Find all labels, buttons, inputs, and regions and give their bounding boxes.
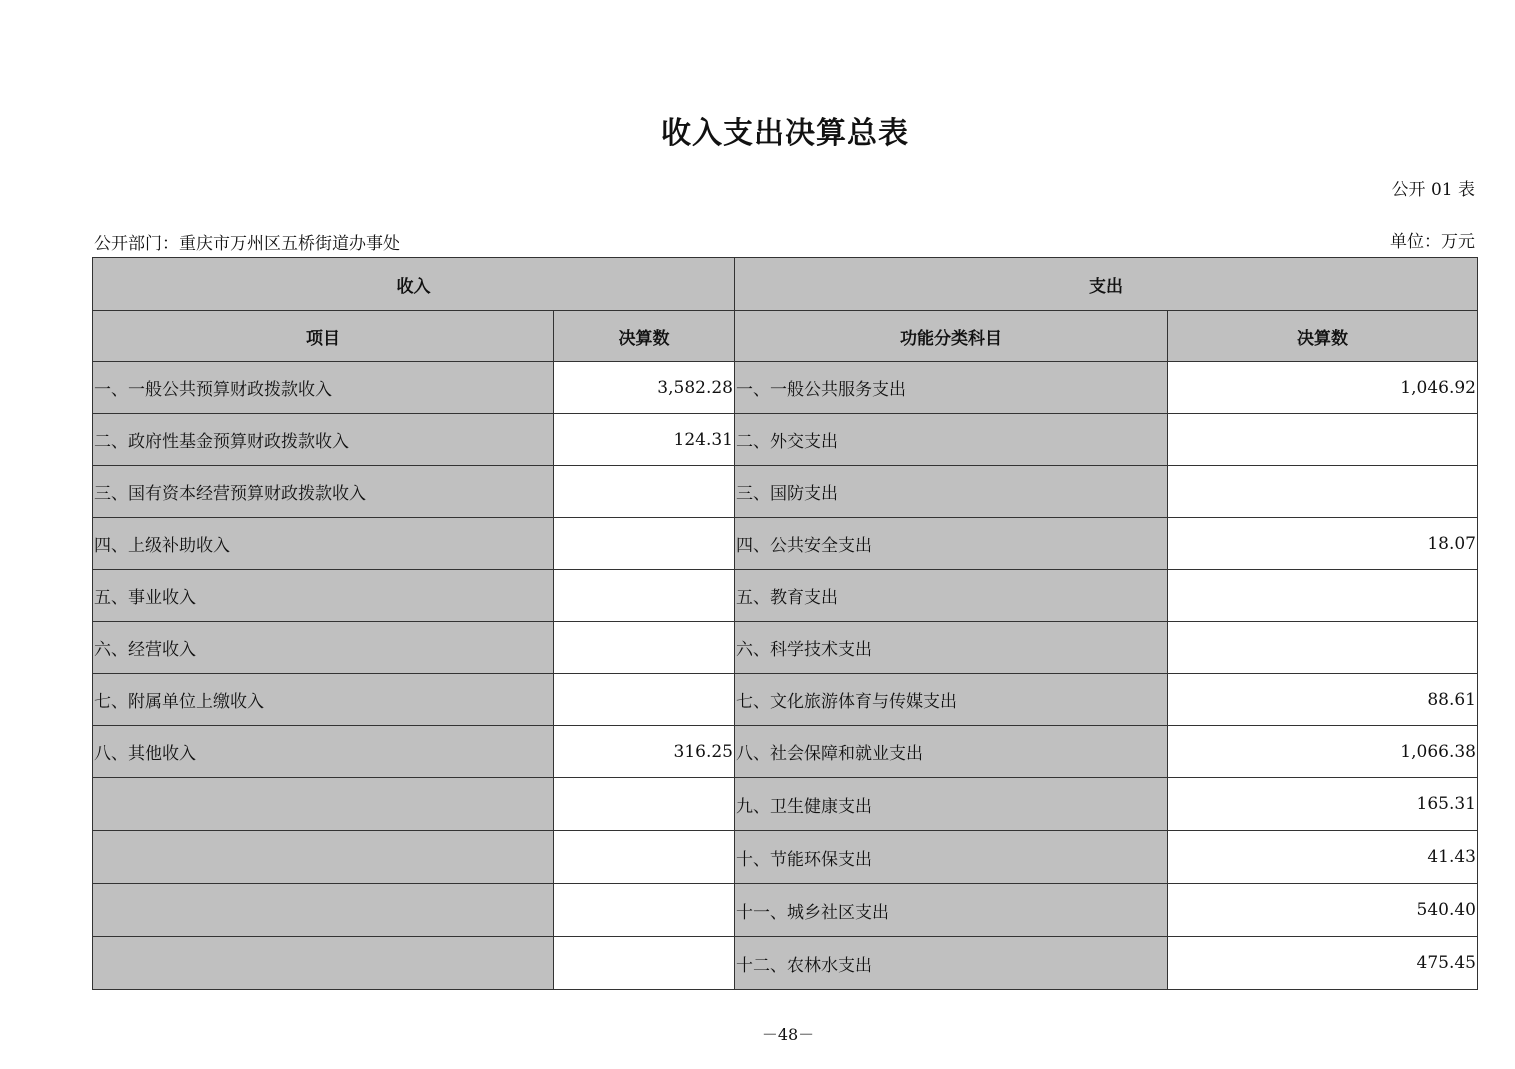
table-row — [93, 362, 1478, 414]
income-amount-cell — [554, 778, 735, 831]
table-row — [93, 726, 1478, 778]
expense-amount-cell: 41.43 — [1168, 831, 1478, 884]
table-row — [93, 414, 1478, 466]
income-amount-cell — [554, 570, 735, 622]
income-amount-cell — [554, 622, 735, 674]
income-amount-cell — [554, 674, 735, 726]
expense-item-cell: 十一、城乡社区支出 — [735, 884, 1168, 937]
department-label: 公开部门：重庆市万州区五桥街道办事处 — [94, 234, 400, 254]
expense-amount-cell: 1,066.38 — [1168, 726, 1478, 778]
expense-item-cell: 二、外交支出 — [735, 414, 1168, 466]
category-column-header: 功能分类科目 — [735, 311, 1168, 362]
table-row — [93, 570, 1478, 622]
expense-amount-column-header: 决算数 — [1168, 311, 1478, 362]
budget-summary-table — [92, 257, 1478, 990]
expense-item-cell: 四、公共安全支出 — [735, 518, 1168, 570]
expense-amount-cell: 18.07 — [1168, 518, 1478, 570]
income-item-cell: 八、其他收入 — [93, 726, 554, 778]
expense-amount-cell: 540.40 — [1168, 884, 1478, 937]
expense-item-cell: 一、一般公共服务支出 — [735, 362, 1168, 414]
expense-amount-cell — [1168, 622, 1478, 674]
expense-section-header: 支出 — [735, 258, 1478, 311]
table-row — [93, 778, 1478, 831]
unit-label: 单位：万元 — [1390, 232, 1475, 252]
table-row — [93, 937, 1478, 990]
expense-amount-cell: 88.61 — [1168, 674, 1478, 726]
expense-item-cell: 七、文化旅游体育与传媒支出 — [735, 674, 1168, 726]
form-number: 公开 01 表 — [1391, 180, 1475, 200]
income-item-cell: 二、政府性基金预算财政拨款收入 — [93, 414, 554, 466]
income-amount-cell: 3,582.28 — [554, 362, 735, 414]
expense-amount-cell: 475.45 — [1168, 937, 1478, 990]
section-header-row — [93, 258, 1478, 311]
expense-amount-cell: 165.31 — [1168, 778, 1478, 831]
income-item-cell — [93, 831, 554, 884]
income-amount-cell — [554, 937, 735, 990]
page-title: 收入支出决算总表 — [661, 116, 909, 151]
income-item-cell — [93, 937, 554, 990]
income-amount-cell: 316.25 — [554, 726, 735, 778]
expense-item-cell: 十、节能环保支出 — [735, 831, 1168, 884]
expense-item-cell: 八、社会保障和就业支出 — [735, 726, 1168, 778]
expense-item-cell: 五、教育支出 — [735, 570, 1168, 622]
expense-amount-cell: 1,046.92 — [1168, 362, 1478, 414]
income-item-cell — [93, 884, 554, 937]
expense-amount-cell — [1168, 570, 1478, 622]
item-column-header: 项目 — [93, 311, 554, 362]
income-amount-cell — [554, 831, 735, 884]
income-amount-cell — [554, 884, 735, 937]
income-item-cell: 五、事业收入 — [93, 570, 554, 622]
income-amount-cell: 124.31 — [554, 414, 735, 466]
income-amount-cell — [554, 518, 735, 570]
income-amount-column-header: 决算数 — [554, 311, 735, 362]
expense-item-cell: 十二、农林水支出 — [735, 937, 1168, 990]
table-row — [93, 518, 1478, 570]
table-row — [93, 831, 1478, 884]
table-row — [93, 674, 1478, 726]
expense-item-cell: 六、科学技术支出 — [735, 622, 1168, 674]
income-item-cell — [93, 778, 554, 831]
table-row — [93, 884, 1478, 937]
page-number: －48－ — [761, 1025, 815, 1044]
income-item-cell: 七、附属单位上缴收入 — [93, 674, 554, 726]
expense-amount-cell — [1168, 414, 1478, 466]
income-item-cell: 一、一般公共预算财政拨款收入 — [93, 362, 554, 414]
table-row — [93, 622, 1478, 674]
income-item-cell: 三、国有资本经营预算财政拨款收入 — [93, 466, 554, 518]
column-header-row — [93, 311, 1478, 362]
expense-amount-cell — [1168, 466, 1478, 518]
income-item-cell: 六、经营收入 — [93, 622, 554, 674]
expense-item-cell: 三、国防支出 — [735, 466, 1168, 518]
income-amount-cell — [554, 466, 735, 518]
expense-item-cell: 九、卫生健康支出 — [735, 778, 1168, 831]
income-section-header: 收入 — [93, 258, 735, 311]
income-item-cell: 四、上级补助收入 — [93, 518, 554, 570]
table-row — [93, 466, 1478, 518]
